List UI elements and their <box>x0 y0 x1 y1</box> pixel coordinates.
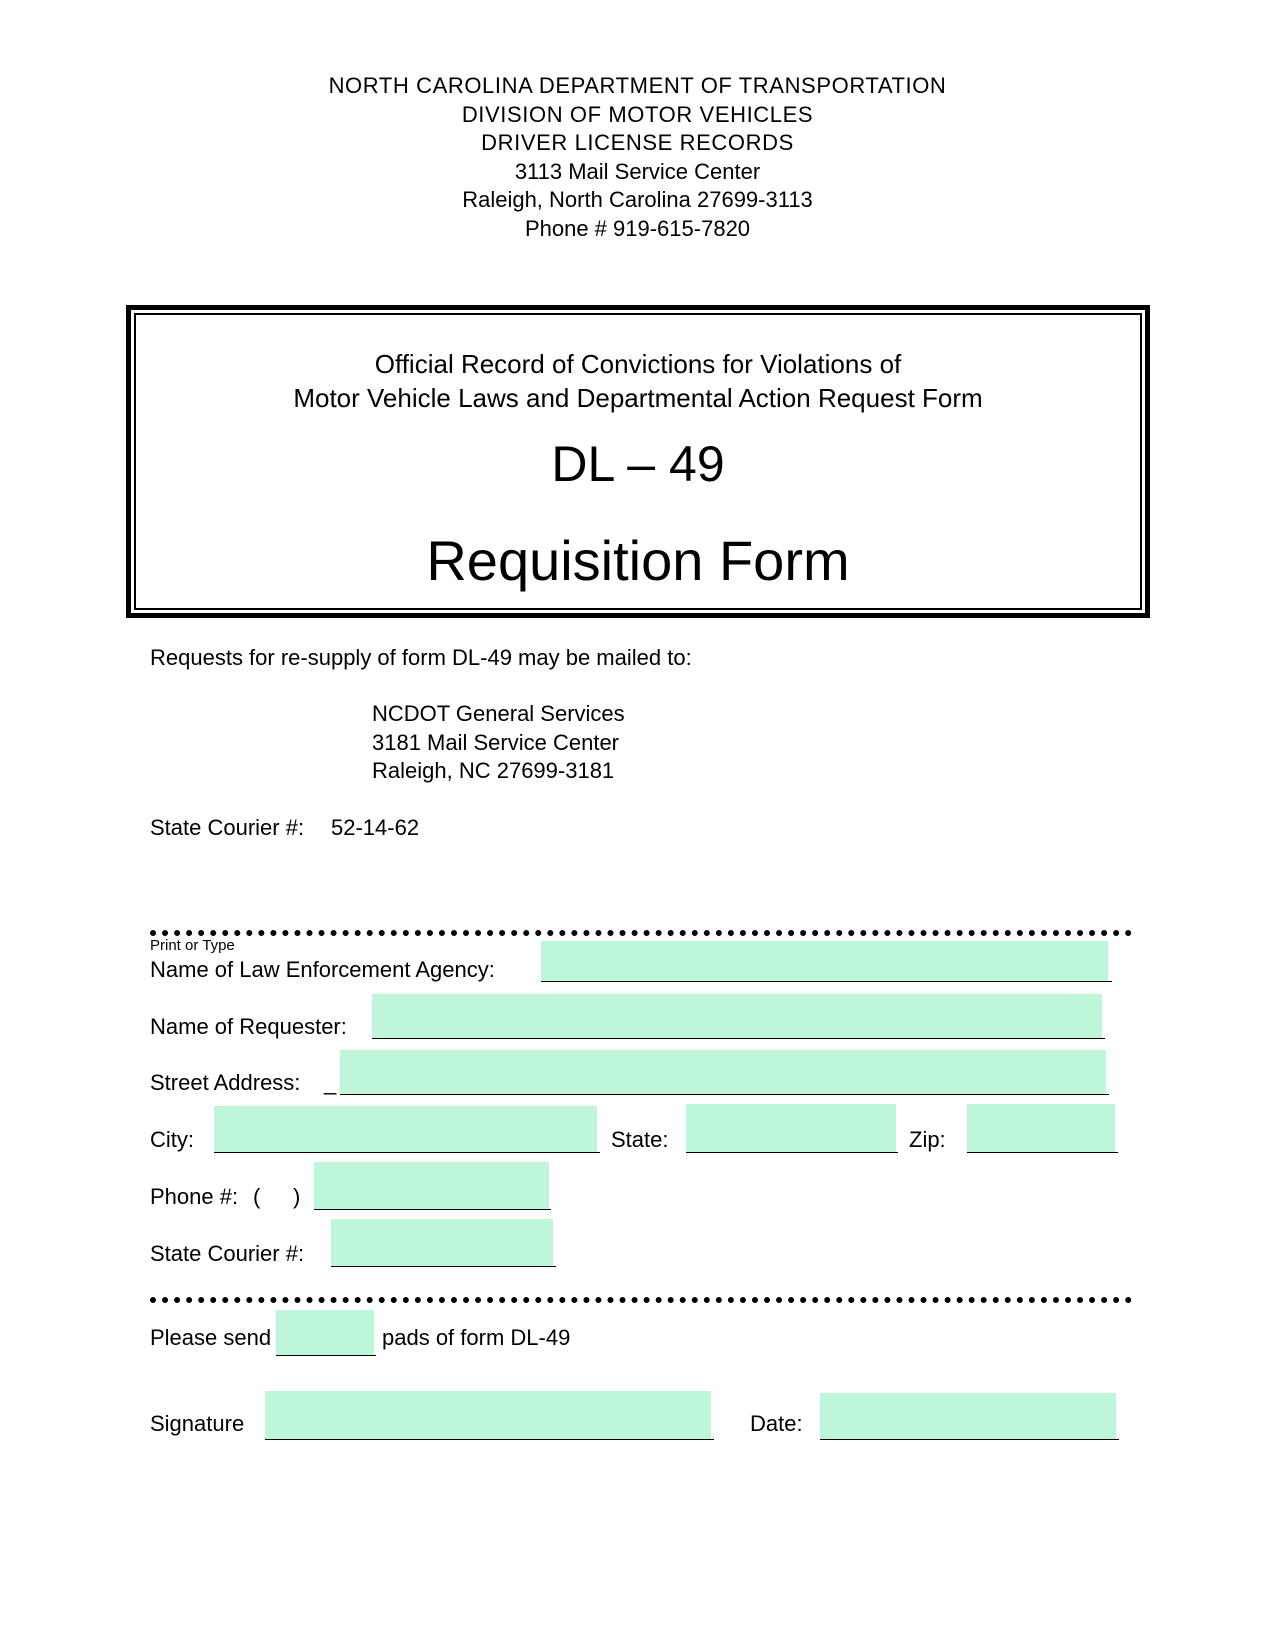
form-subtitle-2: Motor Vehicle Laws and Departmental Action Request Form <box>293 383 983 413</box>
form-name: Requisition Form <box>426 529 850 592</box>
date-input[interactable] <box>820 1393 1116 1439</box>
courier-number: 52-14-62 <box>331 815 420 840</box>
form-number: DL – 49 <box>551 436 725 492</box>
phone-paren-close: ) <box>293 1184 301 1209</box>
section-divider-bottom <box>150 1297 1132 1303</box>
street-underline <box>340 1094 1109 1095</box>
requester-courier-label: State Courier #: <box>150 1241 305 1266</box>
requester-courier-input[interactable] <box>331 1219 553 1266</box>
state-label: State: <box>611 1127 669 1152</box>
agency-underline <box>541 981 1112 982</box>
zip-underline <box>967 1152 1118 1153</box>
title-box-inner <box>134 313 1142 610</box>
zip-label: Zip: <box>909 1127 946 1152</box>
mailing-address-line-1: NCDOT General Services <box>372 701 625 726</box>
section-divider-top <box>150 930 1132 936</box>
area-code-input[interactable] <box>258 1186 288 1210</box>
header-mail-center: 3113 Mail Service Center <box>514 158 761 184</box>
mailing-address-line-2: 3181 Mail Service Center <box>372 730 620 755</box>
pads-quantity-input[interactable] <box>276 1310 374 1355</box>
header-city: Raleigh, North Carolina 27699-3113 <box>462 187 813 212</box>
state-input[interactable] <box>686 1104 896 1152</box>
agency-header <box>0 72 1275 243</box>
street-label: Street Address: <box>150 1070 301 1095</box>
pads-quantity-underline <box>276 1355 376 1356</box>
send-label: Please send <box>150 1325 272 1350</box>
date-underline <box>820 1439 1119 1440</box>
mailing-address-line-3: Raleigh, NC 27699-3181 <box>372 758 615 783</box>
street-prefix: _ <box>324 1070 337 1095</box>
phone-input[interactable] <box>314 1162 549 1209</box>
phone-underline <box>314 1209 551 1210</box>
city-label: City: <box>150 1127 194 1152</box>
header-division: DIVISION OF MOTOR VEHICLES <box>461 101 814 127</box>
mailing-intro: Requests for re-supply of form DL-49 may be mailed to: <box>150 645 692 670</box>
header-phone: Phone # 919-615-7820 <box>524 215 751 241</box>
requester-input[interactable] <box>372 994 1102 1038</box>
date-label: Date: <box>750 1411 803 1436</box>
street-input[interactable] <box>340 1050 1106 1094</box>
state-underline <box>686 1152 898 1153</box>
requester-underline <box>372 1038 1105 1039</box>
agency-label: Name of Law Enforcement Agency: <box>150 957 495 982</box>
requester-courier-underline <box>331 1266 556 1267</box>
signature-input[interactable] <box>265 1391 711 1439</box>
phone-paren-open: ( <box>253 1184 261 1209</box>
header-department: NORTH CAROLINA DEPARTMENT OF TRANSPORTATION <box>328 73 947 98</box>
title-box <box>126 305 1150 618</box>
city-input[interactable] <box>214 1106 597 1152</box>
city-underline <box>214 1152 600 1153</box>
phone-label: Phone #: <box>150 1184 239 1209</box>
requester-label: Name of Requester: <box>150 1014 347 1039</box>
agency-input[interactable] <box>541 941 1108 981</box>
header-records: DRIVER LICENSE RECORDS <box>481 130 794 155</box>
signature-label: Signature <box>150 1411 245 1436</box>
send-suffix: pads of form DL-49 <box>382 1325 571 1350</box>
signature-underline <box>265 1439 714 1440</box>
print-or-type-hint: Print or Type <box>150 937 235 954</box>
zip-input[interactable] <box>967 1104 1115 1152</box>
courier-label: State Courier #: <box>150 815 305 840</box>
form-subtitle-1: Official Record of Convictions for Violations of <box>374 349 902 379</box>
